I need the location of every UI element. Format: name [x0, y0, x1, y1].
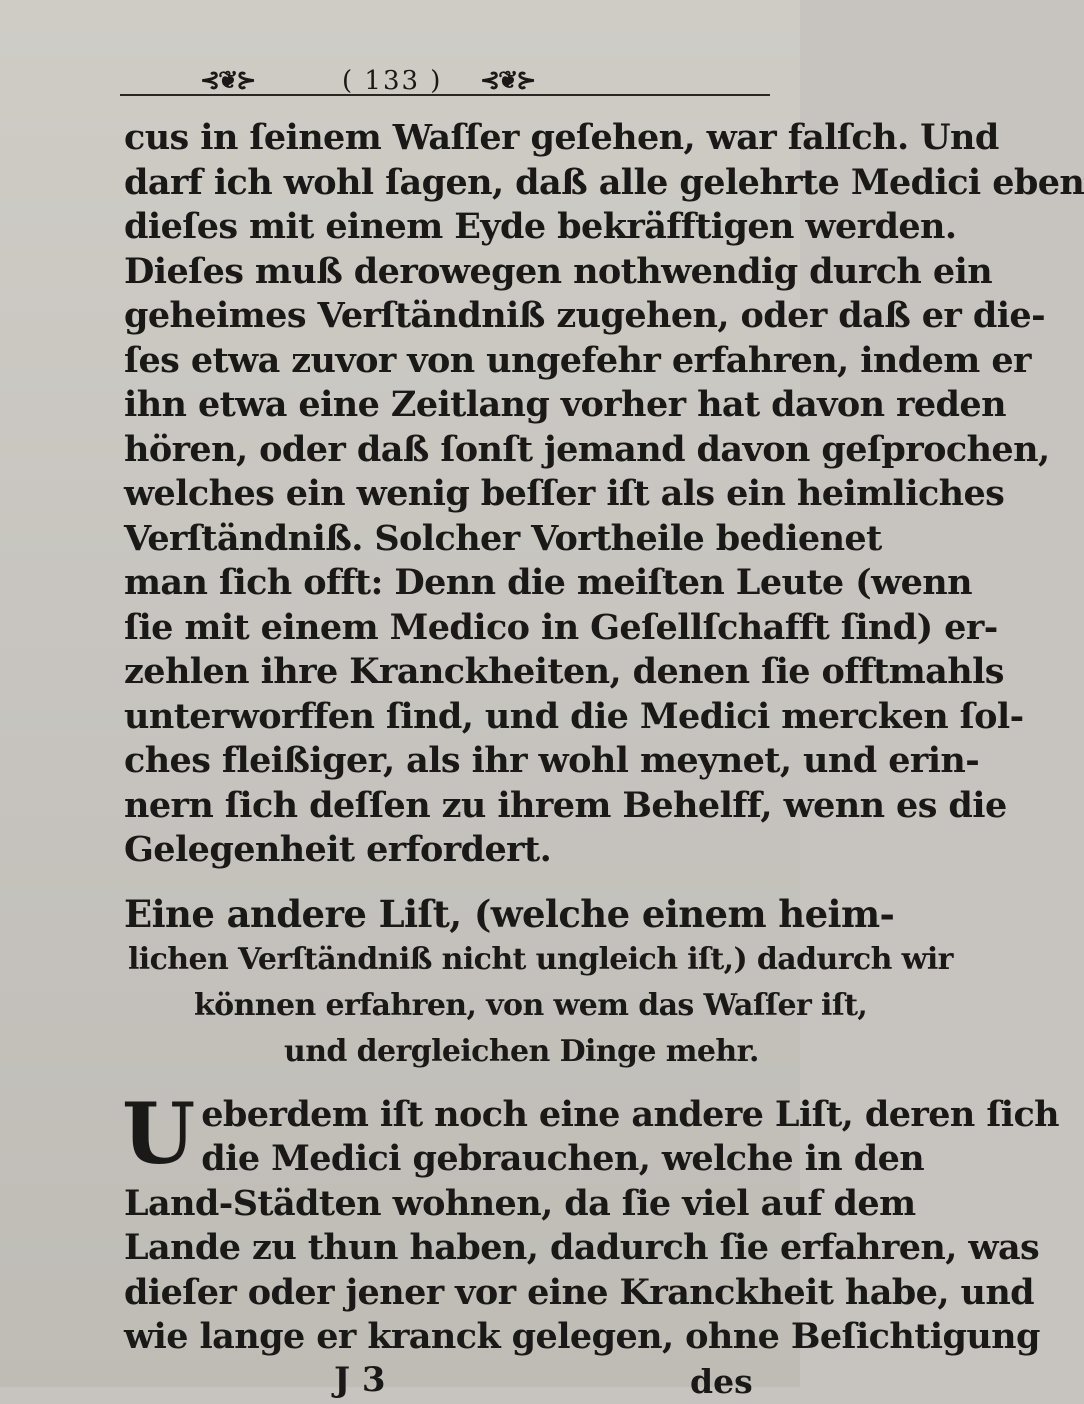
text-line: ſes etwa zuvor von ungefehr erfahren, indem er — [124, 339, 1031, 381]
text-line: unterworffen ſind, und die Medici mercken ſol- — [124, 695, 1024, 737]
text-line: Land-Städten wohnen, da ſie viel auf dem — [124, 1182, 916, 1224]
text-line: ſie mit einem Medico in Geſellſchafft ſind) er- — [124, 606, 998, 648]
text-line: zehlen ihre Kranckheiten, denen ſie offtmahls — [124, 651, 1004, 692]
drop-cap: U — [122, 1083, 196, 1183]
paragraph-2 — [122, 1083, 1060, 1360]
text-line: welches ein wenig beſſer iſt als ein heimliches — [124, 473, 1005, 514]
page-footer — [124, 1360, 770, 1404]
page-number: ( 133 ) — [342, 66, 443, 96]
text-line: dieſes mit einem Eyde bekräfftigen werden. — [124, 206, 957, 247]
text-line: hören, oder daß ſonſt jemand davon geſprochen, — [124, 428, 1050, 470]
text-line: ihn etwa eine Zeitlang vorher hat davon reden — [124, 384, 1006, 425]
catchword: des — [690, 1361, 753, 1401]
heading-line: können erfahren, von wem das Waſſer iſt, — [194, 987, 868, 1023]
ornament-left-icon: ⊰❦⊱ — [200, 65, 255, 94]
text-line: geheimes Verſtändniß zugehen, oder daß er die- — [124, 295, 1046, 336]
text-line: Verſtändniß. Solcher Vortheile bedienet — [124, 517, 882, 559]
text-line: cus in ſeinem Waſſer geſehen, war falſch. Und — [124, 117, 999, 158]
text-line: nern ſich deſſen zu ihrem Behelff, wenn es die — [124, 784, 1007, 826]
text-line: dieſer oder jener vor eine Kranckheit habe, und — [124, 1271, 1035, 1313]
text-line: Lande zu thun haben, dadurch ſie erfahren, was — [124, 1227, 1040, 1268]
heading-line: lichen Verſtändniß nicht ungleich iſt,) dadurch wir — [128, 941, 953, 977]
ornament-right-icon: ⊰❦⊱ — [480, 65, 535, 94]
section-heading — [124, 891, 953, 1075]
page-body — [122, 116, 1084, 1404]
text-line: die Medici gebrauchen, welche in den — [201, 1138, 925, 1179]
heading-line: und dergleichen Dinge mehr. — [284, 1033, 759, 1069]
section-gap — [124, 873, 770, 891]
text-line: eberdem iſt noch eine andere Liſt, deren ſich — [201, 1093, 1060, 1135]
heading-line: Eine andere Liſt, (welche einem heim- — [124, 891, 895, 936]
text-line: man ſich offt: Denn die meiſten Leute (wenn — [124, 562, 973, 603]
page-header — [120, 58, 770, 102]
signature-mark: J 3 — [334, 1359, 386, 1400]
text-line: wie lange er kranck gelegen, ohne Beſichtigung — [124, 1316, 1040, 1357]
text-line: darf ich wohl ſagen, daß alle gelehrte Medici eben — [124, 161, 1084, 203]
text-line: Gelegenheit erfordert. — [124, 829, 552, 870]
paragraph-1 — [124, 116, 1084, 873]
text-line: Dieſes muß derowegen nothwendig durch ein — [124, 250, 993, 292]
text-line: ches fleißiger, als ihr wohl meynet, und erin- — [124, 740, 980, 781]
section-gap — [124, 1075, 770, 1093]
header-rule — [120, 94, 770, 96]
